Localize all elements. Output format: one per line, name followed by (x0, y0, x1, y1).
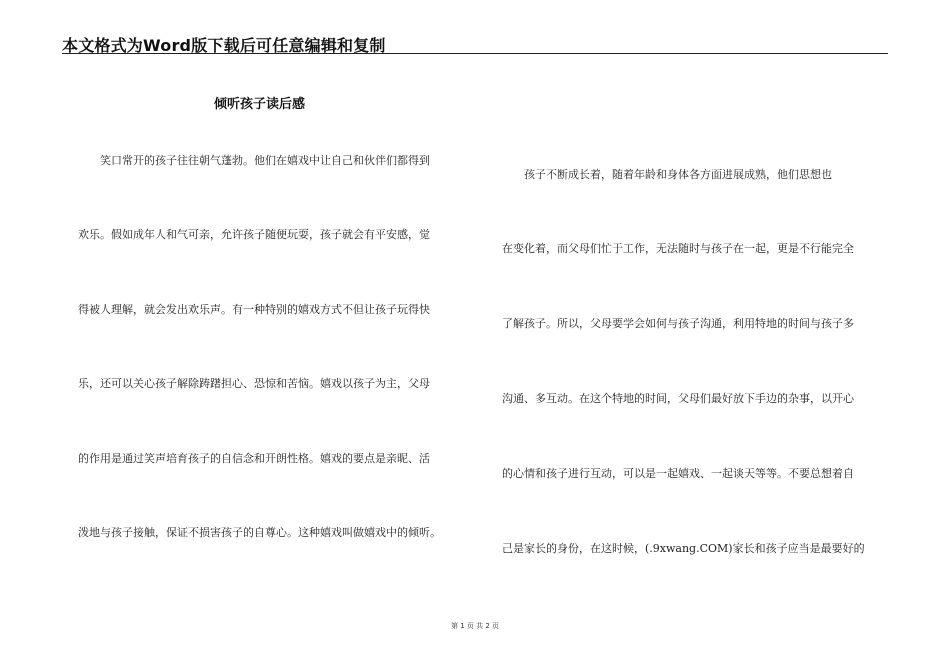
text-line: 的作用是通过笑声培育孩子的自信念和开朗性格。嬉戏的要点是亲昵、活 (78, 452, 430, 465)
text-line: 在变化着，而父母们忙于工作，无法随时与孩子在一起，更是不行能完全 (502, 242, 854, 255)
header-divider (62, 53, 888, 54)
text-line: 孩子不断成长着，随着年龄和身体各方面进展成熟，他们思想也 (502, 168, 832, 181)
text-line: 沟通、多互动。在这个特地的时间，父母们最好放下手边的杂事，以开心 (502, 392, 854, 405)
text-line: 乐，还可以关心孩子解除踌躇担心、恐惊和苦恼。嬉戏以孩子为主，父母 (78, 377, 430, 390)
text-line: 己是家长的身份，在这时候，(.9xwang.COM)家长和孩子应当是最要好的 (502, 542, 865, 555)
page-number-footer: 第 1 页 共 2 页 (450, 622, 500, 630)
text-line: 笑口常开的孩子往往朝气蓬勃。他们在嬉戏中让自己和伙伴们都得到 (78, 154, 430, 167)
text-line: 了解孩子。所以，父母要学会如何与孩子沟通，利用特地的时间与孩子多 (502, 317, 854, 330)
document-title: 倾听孩子读后感 (214, 97, 306, 112)
document-header: 本文格式为Word版下载后可任意编辑和复制 (62, 36, 386, 55)
text-line: 泼地与孩子接触，保证不损害孩子的自尊心。这种嬉戏叫做嬉戏中的倾听。 (78, 526, 441, 539)
text-line: 得被人理解，就会发出欢乐声。有一种特别的嬉戏方式不但让孩子玩得快 (78, 303, 430, 316)
text-line: 欢乐。假如成年人和气可亲，允许孩子随便玩耍，孩子就会有平安感，觉 (78, 228, 430, 241)
text-line: 的心情和孩子进行互动，可以是一起嬉戏、一起谈天等等。不要总想着自 (502, 467, 854, 480)
